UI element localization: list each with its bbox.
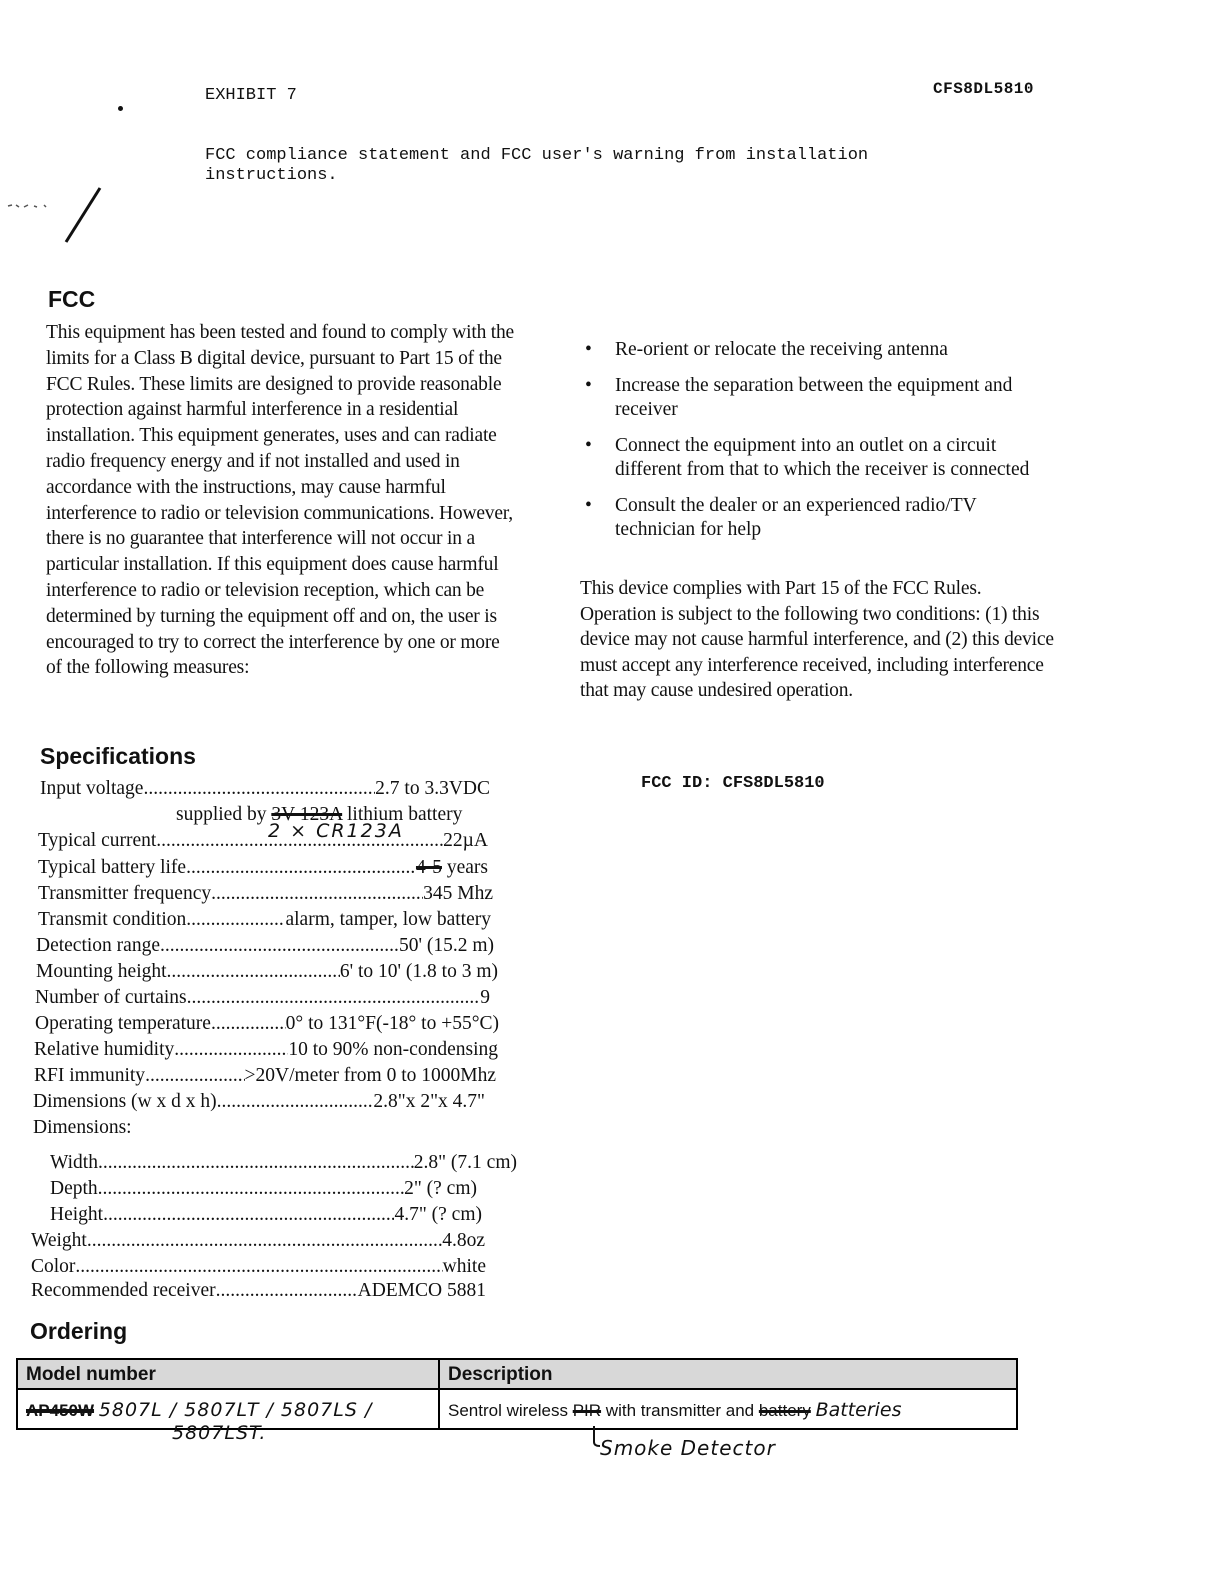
spec-mounting-height [36,960,498,984]
spec-detection-range [36,934,494,958]
spec-width [50,1151,517,1175]
spec-value: years [446,857,488,878]
spec-dimensions-label: Dimensions: [33,1117,132,1138]
fcc-heading: FCC [48,286,96,312]
spec-label: supplied by [176,804,272,825]
spec-weight [31,1229,485,1253]
spec-label: Typical battery life [38,857,187,878]
spec-value: 4.8oz [442,1230,485,1251]
spec-label: Width [50,1152,98,1173]
compliance-statement: This device complies with Part 15 of the FCC Rules. Operation is subject to the following two conditions: (1) this device may not cause harmful interference, and (2) this device must accept any interference received, including interference that may cause undesired operation. [580,578,1054,701]
spec-label: Relative humidity [34,1039,175,1060]
spec-value: 6' to 10' (1.8 to 3 m) [339,961,498,982]
spec-transmitter-frequency [38,882,493,906]
struck-text: 4-5 [415,857,442,878]
spec-value: alarm, tamper, low battery [285,909,491,930]
handwritten-model-numbers: 5807L / 5807LT / 5807LS / [98,1399,373,1421]
interference-measures-list [585,338,1055,554]
struck-text: 3V-123A [271,804,343,825]
spec-label: Depth [50,1178,98,1199]
spec-value: >20V/meter from 0 to 1000Mhz [244,1065,496,1086]
ordering-heading: Ordering [30,1318,128,1344]
spec-value: 10 to 90% non-condensing [288,1039,498,1060]
handwritten-arrow-icon [588,1424,608,1450]
ordering-table [16,1358,1018,1430]
spec-label: Number of curtains [35,987,187,1008]
fcc-id: FCC ID: CFS8DL5810 [641,774,825,793]
spec-label: Height [50,1204,104,1225]
spec-depth [50,1177,477,1201]
spec-color [31,1255,486,1279]
table-header-model: Model number [18,1360,438,1390]
spec-label: Transmitter frequency [38,883,212,904]
struck-text: PIR [572,1401,602,1420]
spec-typical-current [38,829,488,853]
list-item: • Connect the equipment into an outlet on a circuit different from that to which the receiver is connected [585,434,1055,482]
spec-value: white [442,1256,486,1277]
spec-input-voltage [40,777,490,801]
spec-height [50,1203,482,1227]
spec-number-of-curtains [35,986,490,1010]
list-item: • Consult the dealer or an experienced radio/TV technician for help [585,494,1055,542]
spec-label: Input voltage [40,778,144,799]
spec-label: Transmit condition [38,909,187,930]
handwritten-smoke-detector: Smoke Detector [600,1436,776,1460]
spec-value: 2.8"x 2"x 4.7" [373,1091,485,1112]
spec-label: Typical current [38,830,157,851]
spec-label: Color [31,1256,76,1277]
spec-recommended-receiver [31,1279,486,1303]
spec-label: Operating temperature [35,1013,211,1034]
struck-text: AP450W [26,1401,95,1420]
spec-label: Detection range [36,935,160,956]
fcc-body-text: This equipment has been tested and found to comply with the limits for a Class B digital device, pursuant to Part 15 of the FCC Rules. These limits are designed to provide reasonable protection against harmful interference in a residential installation. This equipment generates, uses and can radiate radio frequency energy and if not installed and used in accordance with the instructions, may cause harmful interference to radio or television communications. However, there is no guarantee that interference will not occur in a particular installation. If this equipment does cause harmful interference to radio or television reception, which can be determined by turning the equipment off and on, the user is encouraged to try to correct the interference by one or more of the following measures: [46,322,515,679]
description-text: with transmitter and [601,1401,759,1420]
handwritten-batteries: Batteries [815,1399,902,1421]
spec-value: ADEMCO 5881 [357,1280,486,1301]
document-id: CFS8DL5810 [932,80,1034,98]
spec-label: RFI immunity [34,1065,146,1086]
spec-value: 2" (? cm) [404,1178,477,1199]
spec-label: Dimensions (w x d x h) [33,1091,217,1112]
spec-battery-life [38,856,488,880]
description-text: Sentrol wireless [448,1401,573,1420]
spec-value: 22µA [443,830,488,851]
specifications-heading: Specifications [40,743,196,769]
spec-label: Mounting height [36,961,167,982]
table-header-description: Description [440,1360,1016,1390]
spec-value: 345 Mhz [423,883,493,904]
spec-value: 4.7" (? cm) [394,1204,482,1225]
exhibit-label: EXHIBIT 7 [205,86,297,105]
spec-transmit-condition [38,908,491,932]
spec-value: 9 [480,987,490,1008]
spec-label: Weight [31,1230,87,1251]
list-item: • Re-orient or relocate the receiving antenna [585,338,1055,362]
struck-text: battery [758,1401,811,1420]
spec-value: 2.7 to 3.3VDC [375,778,490,799]
list-item: • Increase the separation between the equipment and receiver [585,374,1055,422]
intro-text: FCC compliance statement and FCC user's warning from installation instructions. [205,146,869,185]
spec-dimensions-whd [33,1090,485,1114]
spec-value: 50' (15.2 m) [398,935,494,956]
spec-rfi-immunity [34,1064,496,1088]
table-cell-description [440,1392,1016,1428]
spec-value: 2.8" (7.1 cm) [413,1152,517,1173]
spec-relative-humidity [34,1038,498,1062]
handwritten-model-extra: 5807LST. [172,1422,267,1444]
scan-dot [118,106,123,111]
spec-operating-temperature [35,1012,499,1036]
spec-value: lithium battery [342,804,463,825]
handwritten-battery-note: 2 × CR123A [268,820,404,842]
spec-value: 0° to 131°F(-18° to +55°C) [285,1013,499,1034]
spec-label: Recommended receiver [31,1280,216,1301]
scan-mark-icon [0,180,110,250]
